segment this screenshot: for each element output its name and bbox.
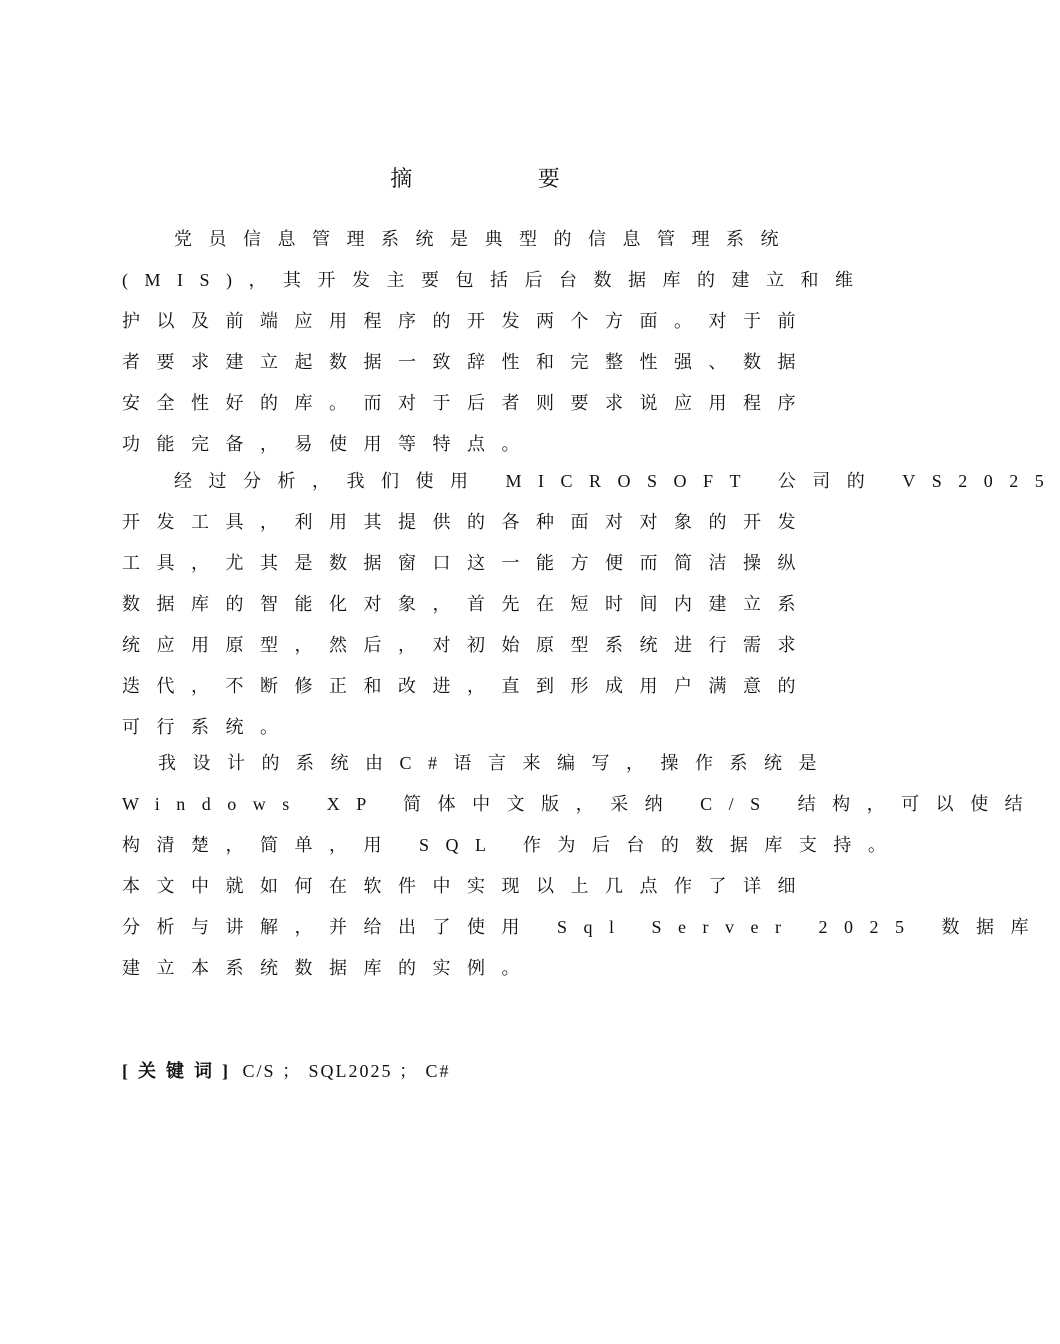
paragraph-line: 功能完备，易使用等特点。: [122, 434, 536, 454]
keywords-label: [关键词]: [122, 1061, 238, 1081]
paragraph-line: 构清楚，简单，用 SQL 作为后台的数据库支持。: [122, 835, 903, 855]
abstract-paragraph-1: [122, 219, 870, 465]
paragraph-line: 护以及前端应用程序的开发两个方面。对于前: [122, 311, 812, 331]
paragraph-line: 建立本系统数据库的实例。: [122, 958, 536, 978]
paragraph-line: 可行系统。: [122, 717, 295, 737]
paragraph-line: 党员信息管理系统是典型的信息管理系统: [174, 229, 795, 249]
paragraph-line: 迭代，不断修正和改进，直到形成用户满意的: [122, 676, 812, 696]
paragraph-line: 工具，尤其是数据窗口这一能方便而简洁操纵: [122, 553, 812, 573]
paragraph-line: 数据库的智能化对象，首先在短时间内建立系: [122, 594, 812, 614]
paragraph-line: 我设计的系统由C#语言来编写，操作系统是: [158, 753, 834, 773]
paragraph-line: 统应用原型，然后，对初始原型系统进行需求: [122, 635, 812, 655]
keywords-values: C/S ； SQL2025 ； C#: [242, 1061, 451, 1081]
paragraph-line: 开发工具，利用其提供的各种面对对象的开发: [122, 512, 812, 532]
abstract-paragraph-2: [122, 461, 1060, 748]
paragraph-line: 分析与讲解，并给出了使用 Sql Server 2025 数据库: [122, 917, 1045, 937]
abstract-title: 摘 要: [390, 166, 620, 191]
paragraph-line: Windows XP 简体中文版，采纳 C/S 结构，可以使结: [122, 794, 1040, 814]
paragraph-line: 本文中就如何在软件中实现以上几点作了详细: [122, 876, 812, 896]
paragraph-line: (MIS)，其开发主要包括后台数据库的建立和维: [122, 270, 870, 290]
abstract-paragraph-3: [122, 743, 1045, 989]
paragraph-line: 安全性好的库。而对于后者则要求说应用程序: [122, 393, 812, 413]
keywords-line: [122, 1054, 451, 1088]
paragraph-line: 经过分析，我们使用 MICROSOFT 公司的 VS2025: [174, 471, 1060, 491]
paragraph-line: 者要求建立起数据一致辞性和完整性强、数据: [122, 352, 812, 372]
